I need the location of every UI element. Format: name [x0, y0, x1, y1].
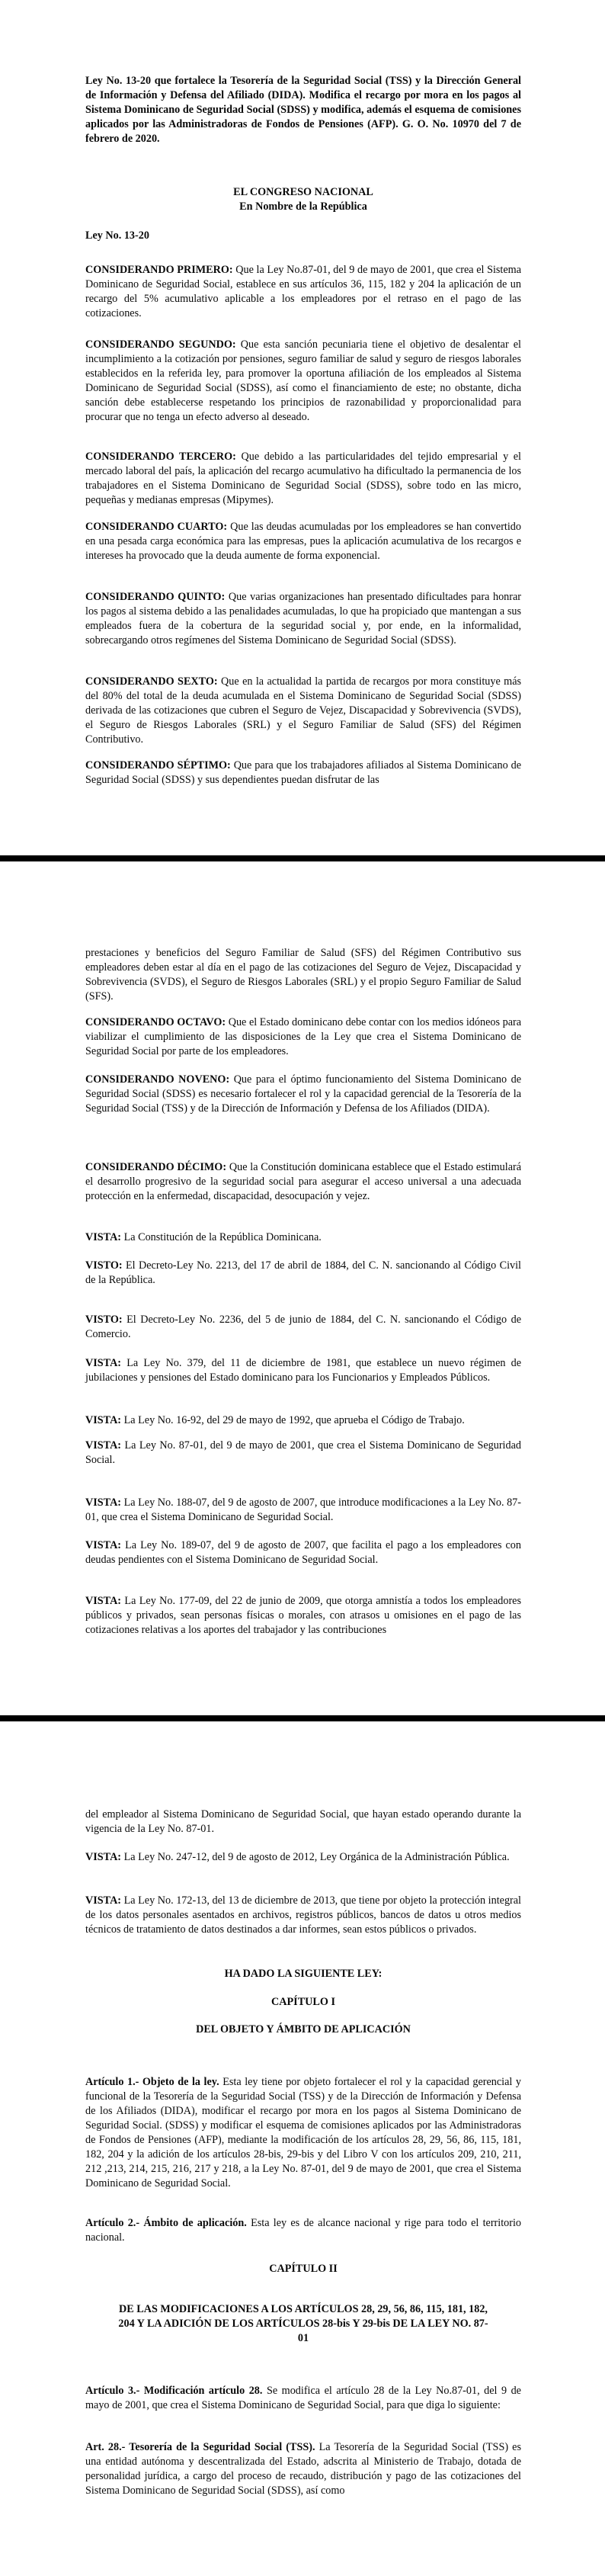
- paragraph-text: La Ley No. 172-13, del 13 de diciembre de 2013, que tiene por objeto la protección integral de los datos personales asentados en archivos, registros públicos, bancos de datos u otros medios técnicos de tratamiento de datos destinados a dar informes, sean estos públicos o privados.: [85, 1894, 522, 1936]
- paragraph-vista-172-13: [85, 1894, 521, 1937]
- paragraph-vista-247-12: [85, 1850, 521, 1865]
- chapter-2-subtitle: [85, 2302, 521, 2346]
- congress-heading-line2: En Nombre de la República: [239, 200, 367, 213]
- paragraph-label: VISTA:: [85, 1414, 122, 1427]
- paragraph-text: del empleador al Sistema Dominicano de Seguridad Social, que hayan estado operando durante la vigencia de la Ley No. 87-01.: [85, 1808, 521, 1836]
- enactment-heading: HA DADO LA SIGUIENTE LEY:: [224, 1968, 383, 1980]
- paragraph-considerando-quinto: [85, 590, 521, 648]
- paragraph-label: VISTA:: [85, 1851, 122, 1864]
- paragraph-text: La Ley No. 379, del 11 de diciembre de 1981, que establece un nuevo régimen de jubilaciones y pensiones del Estado dominicano para los Funcionarios y Empleados Públicos.: [85, 1357, 522, 1384]
- paragraph-art-28: [85, 2440, 521, 2498]
- paragraph-text: Que para el óptimo funcionamiento del Sistema Dominicano de Seguridad Social (SDSS) es necesario fortalecer el rol y la capacidad gerencial de la Tesorería de la Seguridad Social (TSS) y de la Dirección de Información y Defensa de los Afiliados (DIDA).: [85, 1073, 522, 1115]
- paragraph-label: Artículo 3.- Modificación artículo 28.: [85, 2385, 263, 2398]
- law-number: Ley No. 13-20: [85, 229, 149, 242]
- paragraph-text: La Ley No. 188-07, del 9 de agosto de 2007, que introduce modificaciones a la Ley No. 87-01, que crea el Sistema Dominicano de Seguridad Social.: [85, 1497, 521, 1524]
- paragraph-articulo-1: [85, 2075, 521, 2191]
- paragraph-considerando-tercero: [85, 450, 521, 508]
- paragraph-label: VISTA:: [85, 1894, 122, 1907]
- paragraph-label: Art. 28.- Tesorería de la Seguridad Social (TSS).: [85, 2441, 315, 2454]
- paragraph-continuation: [85, 1808, 521, 1837]
- paragraph-text: prestaciones y beneficios del Seguro Familiar de Salud (SFS) del Régimen Contributivo sus empleadores deben estar al día en el pago de las cotizaciones del Seguro de Vejez, Discapacidad y Sobrevivencia (SVDS), el Seguro de Riesgos Laborales (SRL) y el propio Seguro Familiar de Salud (SFS).: [85, 947, 521, 1003]
- paragraph-label: VISTA:: [85, 1439, 122, 1452]
- chapter-2-subtitle-line3: 01: [297, 2332, 309, 2344]
- paragraph-label: CONSIDERANDO QUINTO:: [85, 591, 226, 604]
- paragraph-label: CONSIDERANDO TERCERO:: [85, 451, 236, 464]
- paragraph-vista-189-07: [85, 1538, 521, 1567]
- document-page-2: [0, 861, 605, 1715]
- paragraph-text: Que varias organizaciones han presentado dificultades para honrar los pagos al sistema debido a las penalidades acumuladas, lo que ha propiciado que mantengan a sus empleados fuera de la cobertura de la seguridad social y, por ende, en la informalidad, sobrecargando otros regímenes del Sistema Dominicano de Seguridad Social (SDSS).: [85, 591, 521, 647]
- paragraph-label: Artículo 1.- Objeto de la ley.: [85, 2076, 219, 2089]
- paragraph-continuation: [85, 946, 521, 1004]
- paragraph-text: La Ley No. 247-12, del 9 de agosto de 2012, Ley Orgánica de la Administración Pública.: [123, 1851, 510, 1864]
- paragraph-text: Se modifica el artículo 28 de la Ley No.87-01, del 9 de mayo de 2001, que crea el Sistema Dominicano de Seguridad Social, para que diga lo siguiente:: [85, 2385, 521, 2412]
- paragraph-text: La Constitución de la República Dominicana.: [123, 1231, 322, 1244]
- paragraph-text: Esta ley es de alcance nacional y rige para todo el territorio nacional.: [85, 2217, 522, 2244]
- paragraph-considerando-cuarto: [85, 520, 521, 563]
- paragraph-label: VISTA:: [85, 1497, 122, 1509]
- paragraph-text: Que la Constitución dominicana establece que el Estado estimulará el desarrollo progresivo de la seguridad social para asegurar el acceso universal a una adecuada protección en la enfermedad, discapacidad, desocupación y vejez.: [85, 1161, 522, 1203]
- paragraph-vista-16-92: [85, 1413, 521, 1428]
- paragraph-label: CONSIDERANDO OCTAVO:: [85, 1016, 226, 1029]
- chapter-2-subtitle-line1: DE LAS MODIFICACIONES A LOS ARTÍCULOS 28, 29, 56, 86, 115, 181, 182,: [119, 2303, 488, 2315]
- paragraph-text: La Ley No. 87-01, del 9 de mayo de 2001, que crea el Sistema Dominicano de Seguridad Social.: [85, 1439, 521, 1467]
- paragraph-label: CONSIDERANDO PRIMERO:: [85, 264, 233, 277]
- paragraph-label: VISTA:: [85, 1539, 122, 1552]
- page-break-bar-2: [0, 1715, 605, 1721]
- law-title-text: Ley No. 13-20 que fortalece la Tesorería de la Seguridad Social (TSS) y la Dirección General de Información y Defensa del Afiliado (DIDA). Modifica el recargo por mora en los pagos al Sistema Dominicano de Seguridad Social (SDSS) y modifica, además el esquema de comisiones aplicados por las Administradoras de Fondos de Pensiones (AFP). G. O. No. 10970 del 7 de febrero de 2020.: [85, 75, 521, 145]
- paragraph-text: La Tesorería de la Seguridad Social (TSS) es una entidad autónoma y descentralizada del Estado, adscrita al Ministerio de Trabajo, dotada de personalidad jurídica, a cargo del proceso de recaudo, distribución y pago de las cotizaciones del Sistema Dominicano de Seguridad Social (SDSS), así como: [85, 2441, 521, 2497]
- paragraph-vista-87-01: [85, 1439, 521, 1468]
- chapter-1-heading: CAPÍTULO I: [271, 1996, 335, 2008]
- paragraph-text: Que la Ley No.87-01, del 9 de mayo de 2001, que crea el Sistema Dominicano de Seguridad Social, establece en sus artículos 36, 115, 182 y 204 la aplicación de un recargo del 5% acumulativo aplicable a los empleadores por el retraso en el pago de las cotizaciones.: [85, 264, 522, 320]
- chapter-2-heading: CAPÍTULO II: [269, 2263, 338, 2275]
- paragraph-label: VISTA:: [85, 1231, 122, 1244]
- paragraph-text: Que en la actualidad la partida de recargos por mora constituye más del 80% del total de la deuda acumulada en el Sistema Dominicano de Seguridad Social (SDSS) derivada de las cotizaciones que cubren el Seguro de Vejez, Discapacidad y Sobrevivencia (SVDS), el Seguro de Riesgos Laborales (SRL) y el Seguro Familiar de Salud (SFS) del Régimen Contributivo.: [85, 675, 522, 746]
- paragraph-text: Que esta sanción pecuniaria tiene el objetivo de desalentar el incumplimiento a la cotización por pensiones, seguro familiar de salud y seguro de riesgos laborales establecidos en la referida ley, para promover la oportuna afiliación de los empleados al Sistema Dominicano de Seguridad Social (SDSS), así como el financiamiento de este; no obstante, dicha sanción debe establecerse respetando los principios de razonabilidad y proporcionalidad para procurar que no tenga un efecto adverso al deseado.: [85, 338, 522, 424]
- paragraph-label: VISTO:: [85, 1314, 123, 1326]
- paragraph-label: CONSIDERANDO DÉCIMO:: [85, 1161, 227, 1174]
- paragraph-considerando-sexto: [85, 675, 521, 747]
- paragraph-vista-379: [85, 1356, 521, 1385]
- paragraph-text: La Ley No. 189-07, del 9 de agosto de 2007, que facilita el pago a los empleadores con deudas pendientes con el Sistema Dominicano de Seguridad Social.: [85, 1539, 521, 1567]
- paragraph-visto-2236: [85, 1313, 521, 1342]
- paragraph-considerando-septimo: [85, 759, 521, 788]
- paragraph-label: CONSIDERANDO SEGUNDO:: [85, 338, 236, 351]
- paragraph-considerando-decimo: [85, 1160, 521, 1204]
- paragraph-label: VISTA:: [85, 1357, 122, 1370]
- paragraph-vista-177-09: [85, 1594, 521, 1638]
- paragraph-text: El Decreto-Ley No. 2236, del 5 de junio de 1884, del C. N. sancionando el Código de Comercio.: [85, 1314, 522, 1341]
- paragraph-text: Que el Estado dominicano debe contar con los medios idóneos para viabilizar el cumplimiento de las disposiciones de la Ley que crea el Sistema Dominicano de Seguridad Social por parte de los empleadores.: [85, 1016, 522, 1058]
- paragraph-text: La Ley No. 177-09, del 22 de junio de 2009, que otorga amnistía a todos los empleadores públicos y privados, sean personas físicas o morales, con atrasos u omisiones en el pago de las cotizaciones relativas a los aportes del trabajador y las contribuciones: [85, 1595, 521, 1637]
- paragraph-label: CONSIDERANDO SEXTO:: [85, 675, 218, 688]
- paragraph-considerando-segundo: [85, 338, 521, 425]
- paragraph-text: Que para que los trabajadores afiliados al Sistema Dominicano de Seguridad Social (SDSS) y sus dependientes puedan disfrutar de las: [85, 759, 521, 787]
- paragraph-text: Que las deudas acumuladas por los empleadores se han convertido en una pesada carga económica para las empresas, pues la aplicación acumulativa de los recargos e intereses ha provocado que la deuda aumente de forma exponencial.: [85, 521, 521, 563]
- paragraph-text: Que debido a las particularidades del tejido empresarial y el mercado laboral del país, la aplicación del recargo acumulativo ha dificultado la permanencia de los trabajadores en el Sistema Dominicano de Seguridad Social (SDSS), sobre todo en las micro, pequeñas y medianas empresas (Mipymes).: [85, 451, 522, 507]
- document-page-3: [0, 1721, 605, 2576]
- paragraph-considerando-noveno: [85, 1073, 521, 1116]
- chapter-1-subtitle: DEL OBJETO Y ÁMBITO DE APLICACIÓN: [196, 2023, 411, 2035]
- paragraph-text: La Ley No. 16-92, del 29 de mayo de 1992, que aprueba el Código de Trabajo.: [123, 1414, 465, 1427]
- chapter-2-subtitle-line2: 204 Y LA ADICIÓN DE LOS ARTÍCULOS 28-bis Y 29-bis DE LA LEY NO. 87-: [118, 2318, 488, 2330]
- paragraph-label: CONSIDERANDO CUARTO:: [85, 521, 228, 534]
- paragraph-articulo-3: [85, 2384, 521, 2413]
- paragraph-label: CONSIDERANDO SÉPTIMO:: [85, 759, 231, 772]
- paragraph-considerando-primero: [85, 263, 521, 321]
- paragraph-text: El Decreto-Ley No. 2213, del 17 de abril de 1884, del C. N. sancionando al Código Civil de la República.: [85, 1259, 521, 1287]
- page-break-bar-1: [0, 855, 605, 861]
- paragraph-vista-188-07: [85, 1496, 521, 1525]
- paragraph-label: Artículo 2.- Ámbito de aplicación.: [85, 2217, 247, 2230]
- paragraph-label: VISTA:: [85, 1595, 122, 1608]
- document-page-1: [0, 0, 605, 855]
- paragraph-label: CONSIDERANDO NOVENO:: [85, 1073, 230, 1086]
- paragraph-text: Esta ley tiene por objeto fortalecer el rol y la capacidad gerencial y funcional de la Tesorería de la Seguridad Social (TSS) y de la Dirección de Información y Defensa de los Afiliados (DIDA), modificar el recargo por mora en los pagos al Sistema Dominicano de Seguridad Social. (SDSS) y modificar el esquema de comisiones aplicados por las Administradoras de Fondos de Pensiones (AFP), mediante la modificación de los artículos 28, 29, 56, 86, 115, 181, 182, 204 y la adición de los artículos 28-bis, 29-bis y del Libro V con los artículos 209, 210, 211, 212 ,213, 214, 215, 216, 217 y 218, a la Ley No. 87-01, del 9 de mayo de 2001, que crea el Sistema Dominicano de Seguridad Social.: [85, 2076, 522, 2190]
- paragraph-articulo-2: [85, 2216, 521, 2245]
- law-title: [85, 74, 521, 146]
- paragraph-vista-constitucion: [85, 1230, 521, 1245]
- congress-heading: [85, 185, 521, 214]
- paragraph-considerando-octavo: [85, 1015, 521, 1059]
- congress-heading-line1: EL CONGRESO NACIONAL: [233, 186, 373, 198]
- paragraph-label: VISTO:: [85, 1259, 123, 1272]
- paragraph-visto-2213: [85, 1259, 521, 1288]
